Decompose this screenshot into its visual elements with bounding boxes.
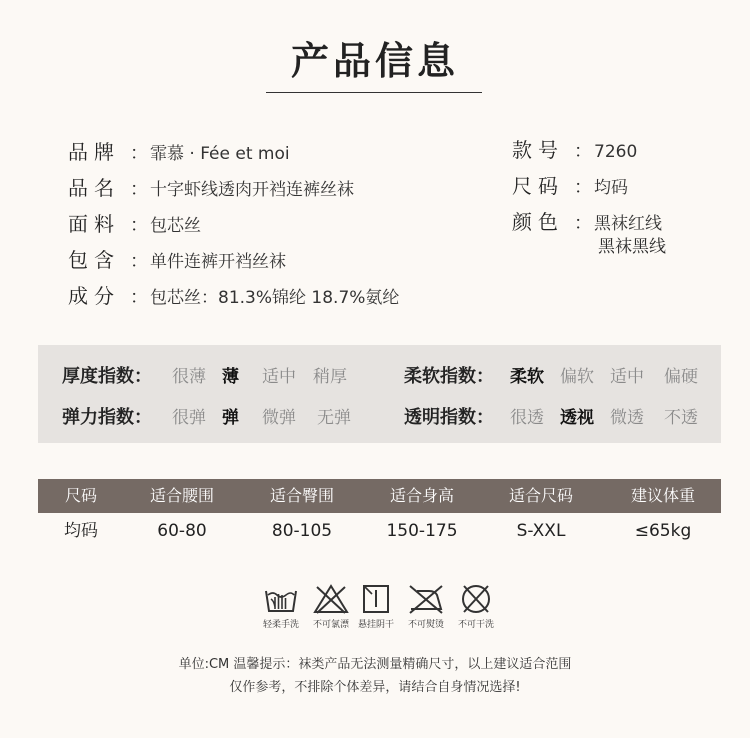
page-title: 产品信息 bbox=[290, 38, 459, 83]
info-value: 单件连裤开裆丝袜 bbox=[150, 252, 286, 272]
info-label: 包含 bbox=[68, 248, 120, 272]
transparency-option: 不透 bbox=[664, 408, 698, 428]
care-label: 不可氯漂 bbox=[312, 620, 349, 630]
size-column-header: 适合身高 bbox=[389, 486, 455, 505]
info-label: 尺码 bbox=[512, 174, 564, 198]
size-column-header: 适合腰围 bbox=[149, 486, 215, 505]
elasticity-option: 无弹 bbox=[317, 408, 351, 428]
info-row-color bbox=[512, 206, 666, 257]
elasticity-index-label: 弹力指数： bbox=[62, 407, 152, 428]
index-row bbox=[38, 403, 721, 427]
colon: ： bbox=[130, 179, 148, 200]
info-label: 品牌 bbox=[68, 140, 120, 164]
info-row-brand bbox=[68, 136, 290, 165]
care-label: 悬挂阴干 bbox=[357, 620, 394, 630]
care-item bbox=[353, 583, 399, 630]
note-line-1: 单位:CM 温馨提示：袜类产品无法测量精确尺寸，以上建议适合范围 bbox=[178, 657, 572, 672]
info-row-size bbox=[512, 170, 628, 199]
softness-option: 适中 bbox=[610, 367, 644, 387]
size-column-header: 尺码 bbox=[64, 486, 98, 505]
info-label: 颜色 bbox=[512, 210, 564, 234]
info-value: 黑袜红线 bbox=[594, 214, 662, 234]
info-value: 霏慕 · Fée et moi bbox=[150, 144, 290, 164]
colon: ： bbox=[130, 251, 148, 272]
size-cell: 80-105 bbox=[271, 521, 333, 541]
elasticity-option: 微弹 bbox=[262, 408, 296, 428]
softness-option-selected: 柔软 bbox=[510, 367, 544, 387]
thickness-option: 很薄 bbox=[172, 367, 206, 387]
indices-panel bbox=[38, 345, 721, 443]
note-line-2: 仅作参考，不排除个体差异，请结合自身情况选择! bbox=[229, 680, 521, 695]
info-value: 十字虾线透肉开裆连裤丝袜 bbox=[150, 180, 354, 200]
care-item bbox=[258, 583, 304, 630]
info-label: 面料 bbox=[68, 212, 120, 236]
no-bleach-icon bbox=[313, 583, 349, 615]
no-iron-icon bbox=[407, 583, 445, 615]
size-column-header: 适合臀围 bbox=[269, 486, 335, 505]
colon: ： bbox=[574, 213, 592, 234]
softness-index-label: 柔软指数： bbox=[404, 366, 494, 387]
size-cell: 60-80 bbox=[157, 521, 207, 541]
colon: ： bbox=[130, 143, 148, 164]
info-value: 包芯丝：81.3%锦纶 18.7%氨纶 bbox=[150, 288, 400, 308]
thickness-option: 稍厚 bbox=[313, 367, 347, 387]
colon: ： bbox=[574, 141, 592, 162]
colon: ： bbox=[130, 215, 148, 236]
transparency-option: 很透 bbox=[510, 408, 544, 428]
size-cell: S-XXL bbox=[516, 521, 566, 541]
size-column-header: 适合尺码 bbox=[508, 486, 574, 505]
softness-option: 偏硬 bbox=[664, 367, 698, 387]
info-value: 包芯丝 bbox=[150, 216, 201, 236]
size-column-header: 建议体重 bbox=[630, 486, 696, 505]
care-label: 不可熨烫 bbox=[407, 620, 444, 630]
size-cell: ≤65kg bbox=[634, 521, 692, 541]
care-item bbox=[308, 583, 354, 630]
info-row-name bbox=[68, 172, 354, 201]
hang-dry-icon bbox=[361, 583, 391, 615]
size-cell: 150-175 bbox=[386, 521, 458, 541]
info-row-composition bbox=[68, 280, 399, 309]
thickness-index-label: 厚度指数： bbox=[62, 366, 152, 387]
thickness-option: 适中 bbox=[262, 367, 296, 387]
care-item bbox=[403, 583, 449, 630]
size-table-header bbox=[38, 479, 721, 513]
info-value: 7260 bbox=[594, 142, 638, 162]
softness-option: 偏软 bbox=[560, 367, 594, 387]
info-row-includes bbox=[68, 244, 286, 273]
index-row bbox=[38, 362, 721, 386]
info-value: 均码 bbox=[594, 178, 628, 198]
title-underline bbox=[266, 92, 482, 93]
hand-wash-icon bbox=[264, 583, 298, 615]
elasticity-option: 很弹 bbox=[172, 408, 206, 428]
thickness-option-selected: 薄 bbox=[222, 367, 239, 387]
info-value-secondary: 黑袜黑线 bbox=[598, 237, 666, 257]
info-label: 款号 bbox=[512, 138, 564, 162]
info-label: 成分 bbox=[68, 284, 120, 308]
transparency-index-label: 透明指数： bbox=[404, 407, 494, 428]
size-cell: 均码 bbox=[64, 521, 98, 541]
info-label: 品名 bbox=[68, 176, 120, 200]
colon: ： bbox=[130, 287, 148, 308]
care-label: 不可干洗 bbox=[457, 620, 494, 630]
care-item bbox=[453, 583, 499, 630]
table-row bbox=[38, 514, 721, 548]
colon: ： bbox=[574, 177, 592, 198]
transparency-option-selected: 透视 bbox=[560, 408, 594, 428]
elasticity-option-selected: 弹 bbox=[222, 408, 239, 428]
care-label: 轻柔手洗 bbox=[262, 620, 299, 630]
info-row-fabric bbox=[68, 208, 201, 237]
info-row-style-number bbox=[512, 134, 637, 163]
no-tumble-dry-icon bbox=[459, 583, 493, 615]
transparency-option: 微透 bbox=[610, 408, 644, 428]
